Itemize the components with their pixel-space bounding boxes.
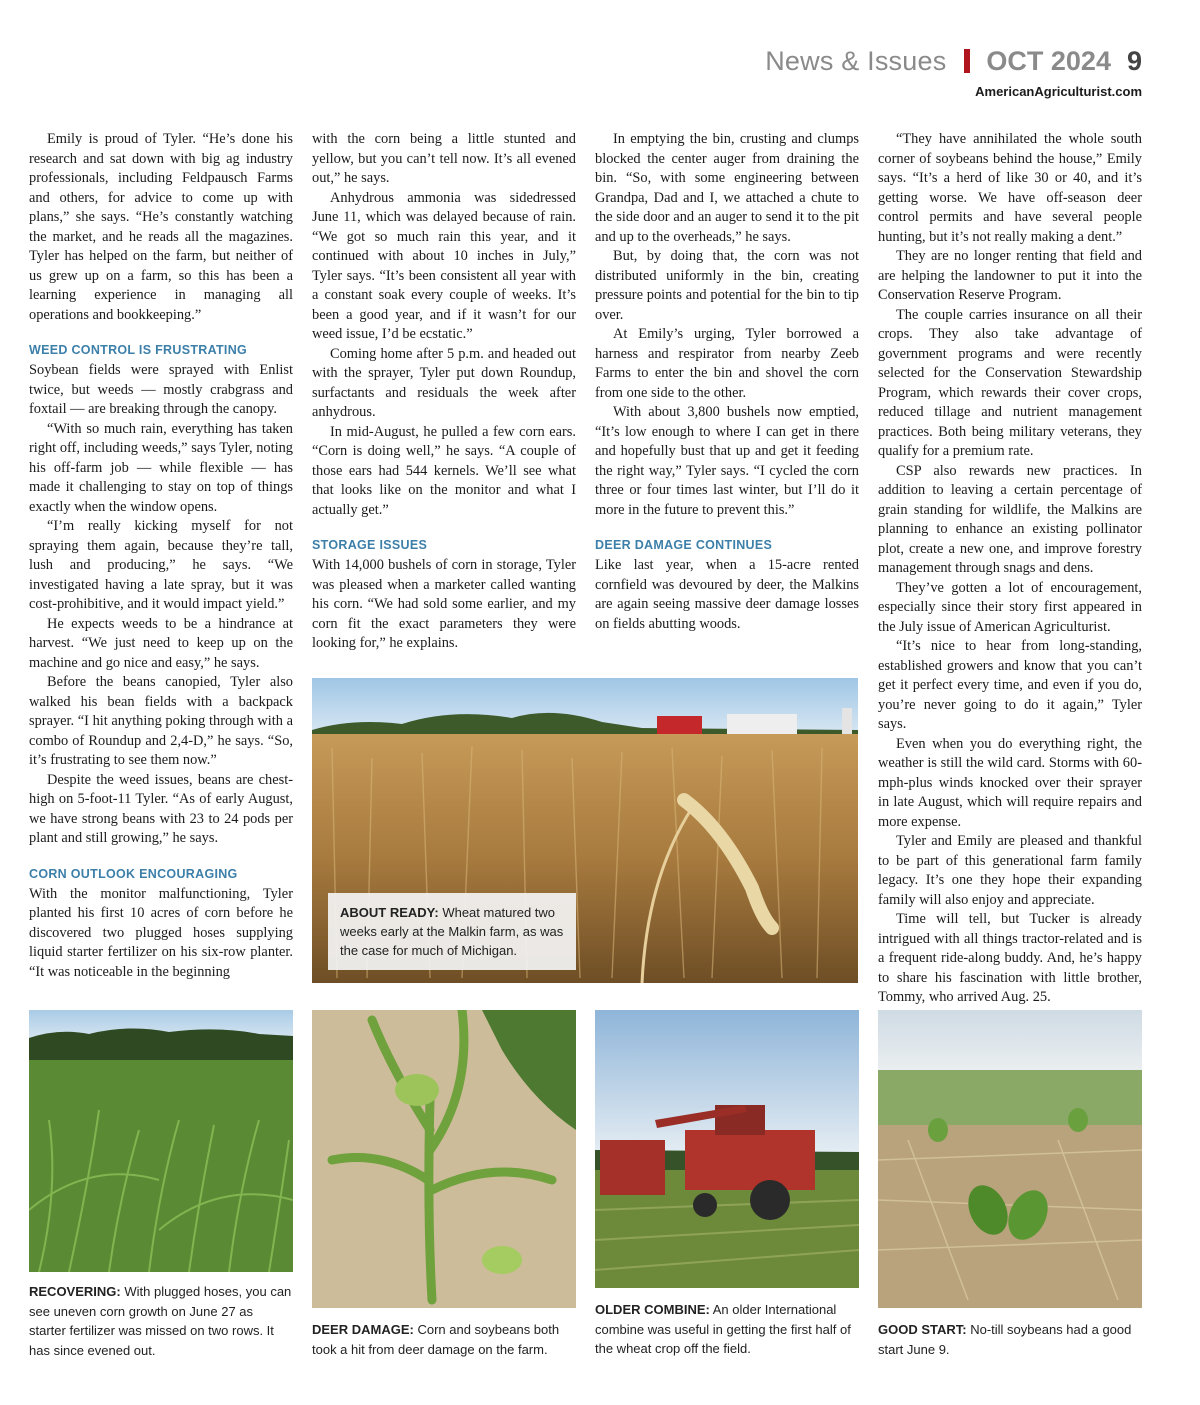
article-column-1 [29,130,293,982]
article-paragraph: Coming home after 5 p.m. and headed out with the sprayer, Tyler put down Roundup, surfactants and residuals the week after anhydrous. [312,345,576,420]
article-paragraph: Like last year, when a 15-acre rented cornfield was devoured by deer, the Malkins are again seeing massive deer damage losses on fields abutting woods. [595,557,859,632]
article-paragraph: Despite the weed issues, beans are chest-high on 5-foot-11 Tyler. “As of early August, we have strong beans with 23 to 24 pods per plant and still growing,” he says. [29,771,293,846]
caption-label: ABOUT READY: [340,905,439,920]
wheat-photo-caption [328,893,576,970]
article-paragraph: “With so much rain, everything has taken right off, including weeds,” says Tyler, noting his off-farm job — while flexible — has made it challenging to stay on top of things exactly when the window opens. [29,420,293,515]
article-paragraph: Even when you do everything right, the weather is still the wild card. Storms with 60-mph-plus winds knocked over their sprayer in late August, which will require repairs and more expense. [878,735,1142,830]
deer-photo-caption [312,1320,576,1359]
combine-photo-caption [595,1300,859,1359]
caption-label: GOOD START: [878,1322,967,1337]
article-paragraph: With 14,000 bushels of corn in storage, Tyler was pleased when a marketer called wanting his corn. “We had sold some earlier, and my corn fit the exact parameters they were looking for,” he explains. [312,557,576,651]
caption-text: Corn and soybeans both took a hit from deer damage on the farm. [312,1322,560,1357]
article-paragraph: with the corn being a little stunted and yellow, but you can’t tell now. It’s all evened out,” he says. [312,131,576,186]
article-column-4 [878,130,1142,1008]
caption-text: With plugged hoses, you can see uneven corn growth on June 27 as starter fertilizer was missed on two rows. It has since evened out. [29,1284,292,1358]
article-paragraph: Before the beans canopied, Tyler also walked his bean fields with a backpack sprayer. “I hit anything poking through with a combo of Roundup and 2,4-D,” he says. “So, it’s frustrating to see them now.” [29,674,293,768]
article-paragraph: “They have annihilated the whole south corner of soybeans behind the house,” Emily says. “It’s a herd of like 30 or 40, and it’s getting worse. We have off-season deer control permits and have several people hunting, but it’s not really making a dent.” [878,131,1142,245]
corn-field-photo [29,1010,293,1272]
website-url: AmericanAgriculturist.com [975,84,1142,99]
article-subhead: DEER DAMAGE CONTINUES [595,538,773,552]
article-paragraph: In mid-August, he pulled a few corn ears. “Corn is doing well,” he says. “A couple of those ears had 544 kernels. We’ll see what that looks like on the monitor and what I actually get.” [312,423,576,518]
article-paragraph: He expects weeds to be a hindrance at harvest. “We just need to keep up on the machine and go nice and easy,” he says. [29,615,293,671]
issue-date: OCT 2024 [986,46,1111,76]
article-paragraph: Emily is proud of Tyler. “He’s done his research and sat down with big ag industry professionals, including Feldpausch Farms and others, for advice to come up with plans,” she says. “He’s constantly watching the market, and he reads all the magazines. Tyler has helped on the farm, but neither of us grew up on a farm, so this has been a learning experience in managing all operations and bookkeeping.” [29,131,293,323]
article-paragraph: With about 3,800 bushels now emptied, “It’s low enough to where I can get in there and hopefully bust that up and get it feeding the right way,” Tyler says. “I cycled the corn three or four times last winter, but I’ll do it more in the future to prevent this.” [595,404,859,518]
article-paragraph: With the monitor malfunctioning, Tyler planted his first 10 acres of corn before he discovered two plugged hoses supplying liquid starter fertilizer on his six-row planter. “It was noticeable in the beginning [29,885,293,980]
article-paragraph: They’ve gotten a lot of encouragement, especially since their story first appeared in the July issue of American Agriculturist. [878,579,1142,635]
caption-label: OLDER COMBINE: [595,1302,710,1317]
soybean-photo-caption [878,1320,1142,1359]
combine-photo [595,1010,859,1288]
article-paragraph: Soybean fields were sprayed with Enlist twice, but weeds — mostly crabgrass and foxtail — are breaking through the canopy. [29,362,293,417]
page-header [765,44,1142,99]
header-divider-bar [964,49,970,73]
article-paragraph: “I’m really kicking myself for not spraying them again, because they’re tall, lush and producing,” he says. “We investigated having a late spray, but it was cost-prohibitive, and it would impact yield.” [29,518,293,612]
article-paragraph: Anhydrous ammonia was sidedressed June 11, which was delayed because of rain. “We got so much rain this year, and it continued with about 10 inches in July,” Tyler says. “It’s been consistent all year with a constant soak every couple of weeks. It’s been a good year, and if it wasn’t for our weed issue, I’d be ecstatic.” [312,189,576,342]
article-paragraph: The couple carries insurance on all their crops. They also take advantage of government programs and were recently selected for the Conservation Stewardship Program, which rewards their cover crops, reduced tillage and nutrient management practices. Both being military veterans, they qualify for a premium rate. [878,306,1142,459]
article-paragraph: CSP also rewards new practices. In addition to leaving a certain percentage of grain standing for wildlife, the Malkins are planning to enhance an existing pollinator plot, create a new one, and improve forestry management through snags and dens. [878,462,1142,576]
caption-label: DEER DAMAGE: [312,1322,414,1337]
caption-text: Wheat matured two weeks early at the Malkin farm, as was the case for much of Michigan. [340,905,564,958]
caption-text: An older International combine was useful in getting the first half of the wheat crop off the field. [595,1302,851,1356]
article-subhead: STORAGE ISSUES [312,538,428,552]
deer-damage-photo [312,1010,576,1308]
page-number: 9 [1126,46,1142,76]
article-paragraph: They are no longer renting that field and are helping the landowner to put it into the Conservation Reserve Program. [878,248,1142,303]
caption-text: No-till soybeans had a good start June 9. [878,1322,1132,1357]
article-paragraph: But, by doing that, the corn was not distributed uniformly in the bin, creating pressure points and potential for the bin to tip over. [595,248,859,323]
soybean-photo [878,1010,1142,1308]
article-paragraph: Time will tell, but Tucker is already intrigued with all things tractor-related and is a frequent ride-along buddy. And, he’s happy to share his fascination with little brother, Tommy, who arrived Aug. 25. [878,911,1142,1005]
article-column-3 [595,130,859,634]
caption-label: RECOVERING: [29,1284,121,1299]
article-paragraph: At Emily’s urging, Tyler borrowed a harness and respirator from nearby Zeeb Farms to enter the bin and shovel the corn from one side to the other. [595,326,859,401]
article-paragraph: In emptying the bin, crusting and clumps blocked the center auger from draining the bin. “So, with some engineering between Grandpa, Dad and I, we attached a chute to the side door and an auger to send it to the pit and up to the overheads,” he says. [595,131,859,245]
article-column-2 [312,130,576,654]
article-paragraph: “It’s nice to hear from long-standing, established growers and know that you can’t get it perfect every time, and even if you do, you’re never going to do it again,” Tyler says. [878,638,1142,732]
corn-photo-caption [29,1282,293,1360]
article-paragraph: Tyler and Emily are pleased and thankful to be part of this generational farm family legacy. It’s one they hope their expanding family will also enjoy and appreciate. [878,833,1142,908]
article-subhead: WEED CONTROL IS FRUSTRATING [29,343,248,357]
section-title: News & Issues [765,46,947,76]
article-subhead: CORN OUTLOOK ENCOURAGING [29,866,238,881]
